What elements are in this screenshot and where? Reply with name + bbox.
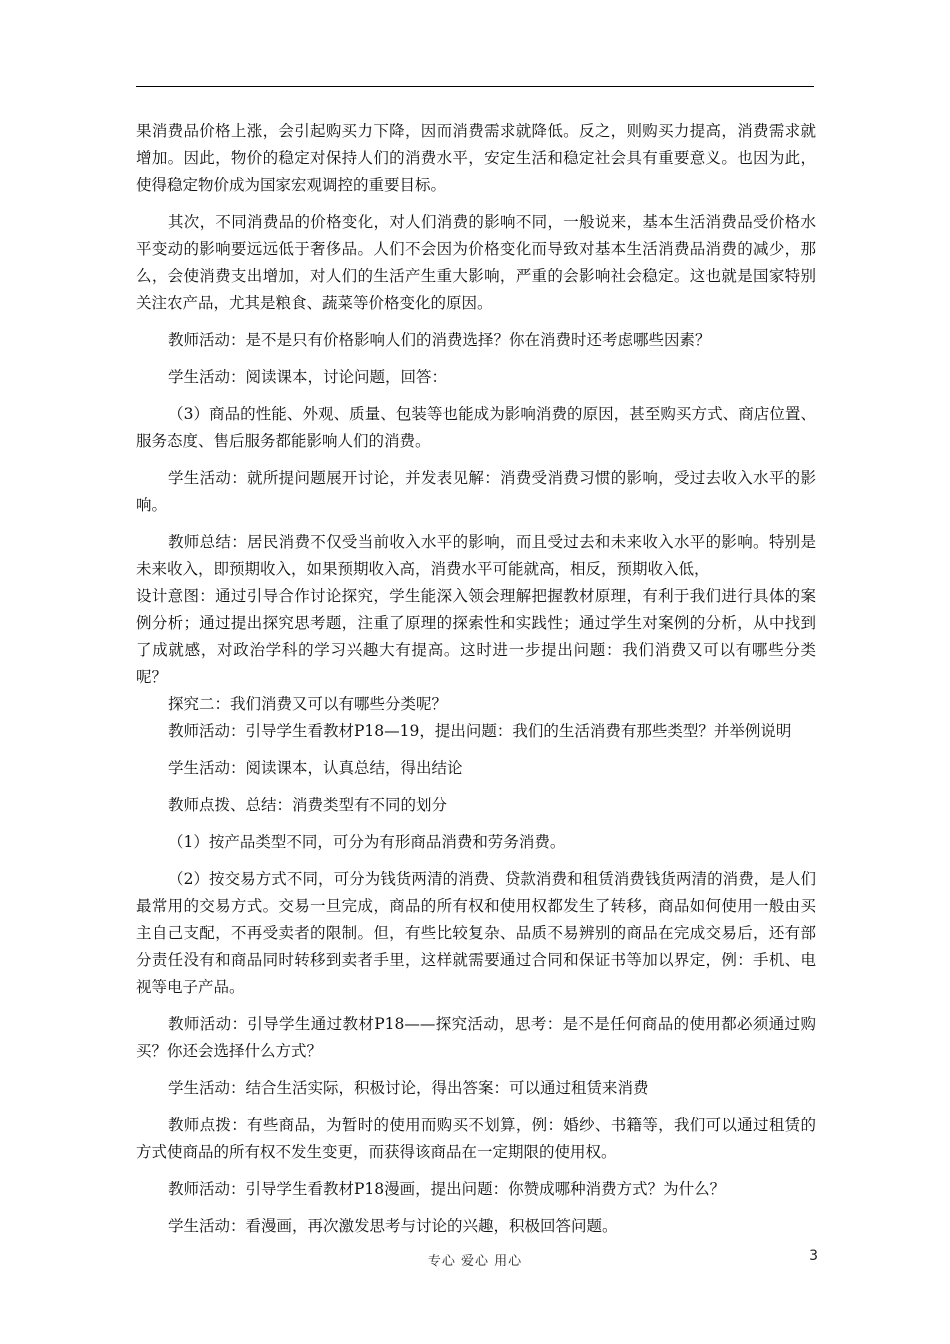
paragraph-4: 学生活动：阅读课本，讨论问题，回答： (168, 368, 448, 386)
header-rule (136, 86, 814, 87)
paragraph-10: 教师活动：引导学生看教材P18—19，提出问题：我们的生活消费有那些类型？并举例说明 (168, 722, 792, 740)
paragraph-11: 学生活动：阅读课本，认真总结，得出结论 (168, 759, 463, 777)
paragraph-12: 教师点拨、总结：消费类型有不同的划分 (168, 796, 448, 814)
footer-motto: 专心 爱心 用心 (427, 1254, 523, 1269)
paragraph-6: 学生活动：就所提问题展开讨论，并发表见解：消费受消费习惯的影响，受过去收入水平的影响。 (136, 469, 816, 514)
page-number: 3 (809, 1248, 818, 1264)
paragraph-7: 教师总结：居民消费不仅受当前收入水平的影响，而且受过去和未来收入水平的影响。特别是未来收入，即预期收入，如果预期收入高，消费水平可能就高，相反，预期收入低， (136, 533, 816, 578)
paragraph-1: 果消费品价格上涨，会引起购买力下降，因而消费需求就降低。反之，则购买力提高，消费需求就增加。因此，物价的稳定对保持人们的消费水平，安定生活和稳定社会具有重要意义。也因为此，使得稳定物价成为国家宏观调控的重要目标。 (136, 122, 816, 194)
paragraph-3: 教师活动：是不是只有价格影响人们的消费选择？你在消费时还考虑哪些因素？ (168, 331, 711, 349)
paragraph-18: 教师活动：引导学生看教材P18漫画，提出问题：你赞成哪种消费方式？为什么？ (168, 1180, 726, 1198)
paragraph-2: 其次，不同消费品的价格变化，对人们消费的影响不同，一般说来，基本生活消费品受价格水平变动的影响要远远低于奢侈品。人们不会因为价格变化而导致对基本生活消费品消费的减少，那么，会使消费支出增加，对人们的生活产生重大影响，严重的会影响社会稳定。这也就是国家特别关注农产品，尤其是粮食、蔬菜等价格变化的原因。 (136, 213, 816, 312)
paragraph-5: （3）商品的性能、外观、质量、包装等也能成为影响消费的原因，甚至购买方式、商店位置、服务态度、售后服务都能影响人们的消费。 (136, 405, 816, 450)
paragraph-14: （2）按交易方式不同，可分为钱货两清的消费、贷款消费和租赁消费钱货两清的消费，是人们最常用的交易方式。交易一旦完成，商品的所有权和使用权都发生了转移，商品如何使用一般由买主自己支配，不再受卖者的限制。但，有些比较复杂、品质不易辨别的商品在完成交易后，还有部分责任没有和商品同时转移到卖者手里，这样就需要通过合同和保证书等加以界定，例：手机、电视等电子产品。 (136, 870, 816, 996)
paragraph-8: 设计意图：通过引导合作讨论探究，学生能深入领会理解把握教材原理，有利于我们进行具体的案例分析；通过提出探究思考题，注重了原理的探索性和实践性；通过学生对案例的分析，从中找到了成就感，对政治学科的学习兴趣大有提高。这时进一步提出问题：我们消费又可以有哪些分类呢？ (136, 587, 816, 686)
paragraph-19: 学生活动：看漫画，再次激发思考与讨论的兴趣，积极回答问题。 (168, 1217, 618, 1235)
paragraph-9: 探究二：我们消费又可以有哪些分类呢？ (168, 695, 448, 713)
paragraph-16: 学生活动：结合生活实际，积极讨论，得出答案：可以通过租赁来消费 (168, 1079, 649, 1097)
document-body (136, 118, 816, 1240)
paragraph-13: （1）按产品类型不同，可分为有形商品消费和劳务消费。 (168, 833, 566, 851)
paragraph-15: 教师活动：引导学生通过教材P18——探究活动，思考：是不是任何商品的使用都必须通过购买？你还会选择什么方式？ (136, 1015, 816, 1060)
paragraph-17: 教师点拨：有些商品，为暂时的使用而购买不划算，例：婚纱、书籍等，我们可以通过租赁的方式使商品的所有权不发生变更，而获得该商品在一定期限的使用权。 (136, 1116, 816, 1161)
